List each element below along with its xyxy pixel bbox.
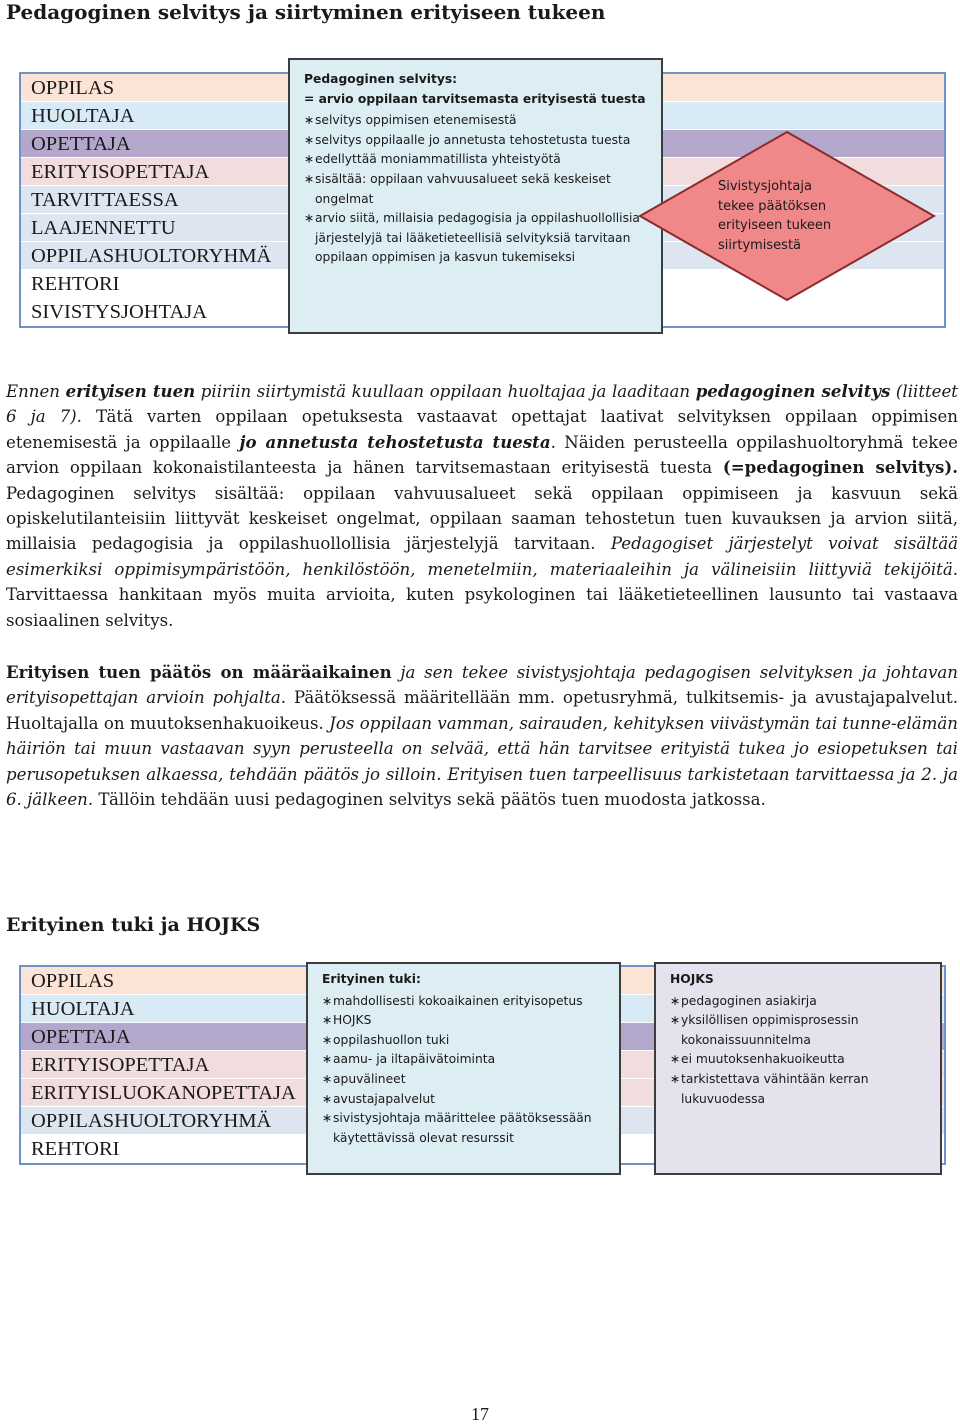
role-label: HUOLTAJA — [31, 105, 135, 127]
special-support-box — [306, 962, 621, 1175]
role-label: OPPILASHUOLTORYHMÄ — [31, 245, 272, 267]
bullet-item — [304, 111, 651, 131]
bullet-text: edellyttää moniammatillista yhteistyötä — [315, 152, 561, 167]
paragraph-selvitys: Ennen erityisen tuen piiriin siirtymistä kuullaan oppilaan huoltajaa ja laaditaan pedagoginen selvitys (liitteet 6 ja 7). Tätä varten oppilaan opetuksesta vastaavat opettajat laativat selvityksen oppilaan oppimisen etenemisestä ja oppilaalle jo annetusta tehostetusta tuesta. Näiden perusteella oppilashuoltoryhmä tekee arvion oppilaan kokonaistilanteesta ja hänen tarvitsemastaan erityisestä tuesta (=pedagoginen selvitys). Pedagoginen selvitys sisältää: oppilaan vahvuusalueet sekä oppilaan oppimiseen ja kasvuun sekä opiskelutilanteisiin liittyvät keskeiset ongelmat, oppilaan saaman tehostetun tuen kuvauksen ja arvion siitä, millaisia pedagogisia ja oppilashuollollisia järjestelyjä tarvitaan. Pedagogiset järjestelyt voivat sisältää esimerkiksi oppimisympäristöön, henkilöstöön, menetelmiin, materiaaleihin ja välineisiin liittyviä tekijöitä. Tarvittaessa hankitaan myös muita arvioita, kuten psykologinen tai lääketieteellinen lausunto tai vastaava sosiaalinen selvitys. — [6, 381, 958, 630]
bullet-mark: ∗ — [304, 171, 315, 186]
role-label: OPETTAJA — [31, 133, 131, 155]
bullet-item — [670, 1070, 930, 1109]
role-label: OPETTAJA — [31, 1026, 131, 1048]
bullet-item — [322, 1109, 609, 1148]
bullet-mark: ∗ — [322, 1091, 333, 1106]
role-label: OPPILAS — [31, 77, 115, 99]
bullet-mark: ∗ — [304, 113, 315, 128]
bullet-text: HOJKS — [333, 1013, 372, 1028]
box-heading: HOJKS — [670, 972, 714, 986]
bullet-text: oppilashuollon tuki — [333, 1032, 450, 1047]
bullet-item — [322, 1031, 609, 1051]
role-label: ERITYISLUOKANOPETTAJA — [31, 1082, 296, 1104]
bullet-text: tarkistettava vähintään kerran lukuvuodessa — [681, 1071, 869, 1106]
page-title: Pedagoginen selvitys ja siirtyminen erityiseen tukeen — [6, 0, 606, 24]
bullet-mark: ∗ — [304, 211, 315, 226]
bullet-text: sivistysjohtaja määrittelee päätöksessään käytettävissä olevat resurssit — [333, 1111, 592, 1145]
box-subheading: = arvio oppilaan tarvitsemasta erityisestä tuesta — [304, 91, 646, 106]
bullet-text: selvitys oppimisen etenemisestä — [315, 113, 517, 128]
bullet-item — [322, 1011, 609, 1031]
bullet-text: aamu- ja iltapäivätoiminta — [333, 1052, 496, 1067]
bullet-text: ei muutoksenhakuoikeutta — [681, 1052, 845, 1067]
bullet-mark: ∗ — [670, 1013, 681, 1028]
bullet-item — [322, 1050, 609, 1070]
bullet-item — [322, 1090, 609, 1110]
bullet-text: sisältää: oppilaan vahvuusalueet sekä keskeiset ongelmat — [315, 171, 611, 206]
role-label: LAAJENNETTU — [31, 217, 176, 239]
role-label: ERITYISOPETTAJA — [31, 161, 210, 183]
bullet-text: selvitys oppilaalle jo annetusta tehostetusta tuesta — [315, 132, 631, 147]
role-label: ERITYISOPETTAJA — [31, 1054, 210, 1076]
paragraph-paatos: Erityisen tuen päätös on määräaikainen ja sen tekee sivistysjohtaja pedagogisen selvityksen ja johtavan erityisopettajan arvioin pohjalta. Päätöksessä määritellään mm. opetusryhmä, tulkitsemis- ja avustajapalvelut. Huoltajalla on muutoksenhakuoikeus. Jos oppilaan vamman, sairauden, kehityksen viivästymän tai tunne-elämän häiriön tai muun vastaavan syyn perusteella on selvää, että hän tarvitsee erityistä tukea jo esiopetuksen tai perusopetuksen alkaessa, tehdään päätös jo silloin. Erityisen tuen tarpeellisuus tarkistetaan tarvittaessa ja 2. ja 6. jälkeen. Tällöin tehdään uusi pedagoginen selvitys sekä päätös tuen muodosta jatkossa. — [6, 662, 958, 810]
bullet-mark: ∗ — [322, 1071, 333, 1086]
bullet-item — [304, 170, 651, 209]
bullet-item — [322, 1070, 609, 1090]
bullet-mark: ∗ — [670, 1052, 681, 1067]
bullet-mark: ∗ — [322, 1013, 333, 1028]
bullet-item — [670, 1011, 930, 1050]
bullet-mark: ∗ — [322, 1052, 333, 1067]
bullet-item — [322, 992, 609, 1012]
section-title-hojks: Erityinen tuki ja HOJKS — [6, 914, 261, 936]
box-heading: Pedagoginen selvitys: — [304, 72, 458, 86]
bullet-mark: ∗ — [670, 993, 681, 1008]
bullet-text: avustajapalvelut — [333, 1091, 435, 1106]
bullet-mark: ∗ — [322, 1111, 333, 1126]
role-label: REHTORI — [31, 1138, 120, 1160]
bullet-mark: ∗ — [322, 993, 333, 1008]
bullet-text: apuvälineet — [333, 1071, 406, 1086]
page-number: 17 — [471, 1404, 489, 1424]
bullet-mark: ∗ — [322, 1032, 333, 1047]
bullet-item — [304, 150, 651, 170]
role-label: OPPILAS — [31, 970, 115, 992]
bullet-item — [670, 1050, 930, 1070]
diamond-label: Sivistysjohtaja tekee päätöksen erityiseen tukeen siirtymisestä — [718, 179, 832, 253]
bullet-mark: ∗ — [304, 132, 315, 147]
bullet-text: yksilöllisen oppimisprosessin kokonaissuunnitelma — [681, 1013, 859, 1047]
bullet-text: pedagoginen asiakirja — [681, 993, 817, 1008]
role-label: REHTORI — [31, 273, 120, 295]
role-label: HUOLTAJA — [31, 998, 135, 1020]
bullet-mark: ∗ — [304, 152, 315, 167]
bullet-item — [304, 209, 651, 268]
bullet-mark: ∗ — [670, 1071, 681, 1086]
box-heading: Erityinen tuki: — [322, 972, 421, 986]
bullet-text: mahdollisesti kokoaikainen erityisopetus — [333, 993, 583, 1008]
pedagogical-report-box — [288, 58, 663, 334]
bullet-item — [670, 992, 930, 1012]
bullet-text: arvio siitä, millaisia pedagogisia ja oppilashuollollisia järjestelyjä tai lääketieteellisiä selvityksiä tarvitaan oppilaan oppimisen ja kasvun tukemiseksi — [315, 211, 640, 265]
hojks-box — [654, 962, 942, 1175]
role-label: TARVITTAESSA — [31, 189, 179, 211]
role-label: SIVISTYSJOHTAJA — [31, 301, 208, 323]
bullet-item — [304, 131, 651, 151]
role-label: OPPILASHUOLTORYHMÄ — [31, 1110, 272, 1132]
